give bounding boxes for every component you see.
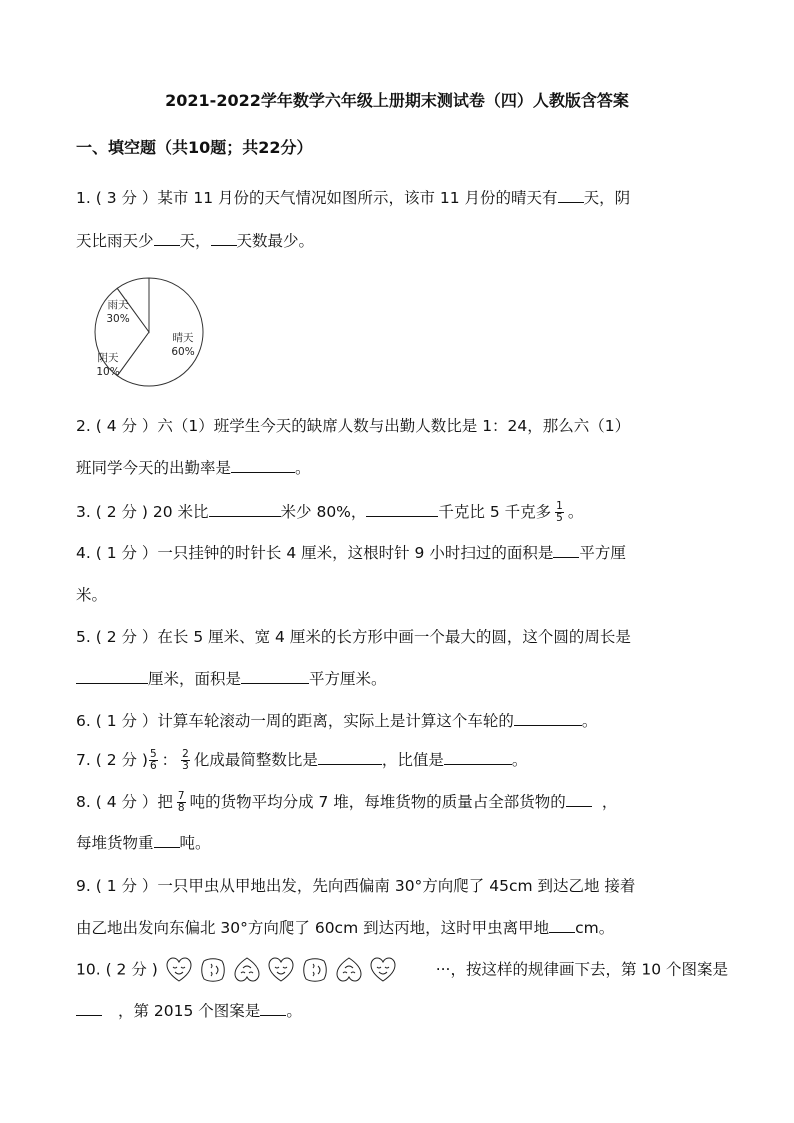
q3-fraction — [555, 501, 564, 524]
q7-fraction-2 — [181, 749, 190, 772]
heart-smile-face-icon — [371, 958, 395, 981]
question-9-line-2 — [76, 916, 614, 938]
q1-text-a: 1. ( 3 分 ）某市 11 月份的天气情况如图所示，该市 11 月份的晴天有 — [76, 189, 558, 207]
question-4-line-2 — [76, 583, 107, 605]
upside-down-face-icon — [235, 958, 259, 981]
q5-blank-2[interactable] — [241, 669, 309, 684]
question-1-line-2 — [76, 229, 314, 251]
question-2-line-2 — [76, 456, 311, 478]
q8-text-e: 吨。 — [179, 834, 211, 852]
q1-text-c: 天比雨天少 — [76, 232, 154, 250]
question-8-line-1 — [76, 790, 617, 814]
q10-blank-1[interactable] — [76, 1001, 102, 1016]
question-8-line-2 — [76, 831, 211, 853]
q9-text-a: 9. ( 1 分 ）一只甲虫从甲地出发，先向西偏南 30°方向爬了 45cm 到达乙地 接着 — [76, 877, 636, 895]
q7-text-d: 。 — [511, 751, 528, 769]
q3-text-b: 米少 80%， — [280, 503, 367, 521]
q4-text-b: 平方厘 — [579, 544, 626, 562]
q6-blank-1[interactable] — [514, 711, 582, 726]
q7-colon: ： — [161, 751, 178, 769]
q1-text-b: 天，阴 — [583, 189, 631, 207]
q10-text-b: ···，按这样的规律画下去，第 10 个图案是 — [435, 960, 729, 979]
q10-text-a: 10. ( 2 分 ) — [76, 960, 158, 979]
heart-smile-face-icon — [167, 958, 191, 981]
q7-fraction-1-numerator: 5 — [149, 748, 157, 760]
page-title: 2021-2022学年数学六年级上册期末测试卷（四）人教版含答案 — [165, 91, 629, 110]
q6-text-a: 6. ( 1 分 ）计算车轮滚动一周的距离，实际上是计算这个车轮的 — [76, 712, 514, 730]
pie-label-2: 阴天 — [97, 352, 119, 364]
question-3-line — [76, 500, 583, 524]
question-6-line — [76, 709, 597, 731]
q9-blank-1[interactable] — [549, 918, 575, 933]
q7-text-b: 化成最简整数比是 — [193, 751, 318, 769]
q1-text-e: 天数最少。 — [236, 232, 315, 250]
q1-text-d: 天， — [179, 232, 211, 250]
section-heading: 一、填空题（共10题；共22分） — [76, 138, 313, 157]
q4-blank-1[interactable] — [553, 543, 579, 558]
q2-text-a: 2. ( 4 分 ）六（1）班学生今天的缺席人数与出勤人数比是 1：24，那么六（1） — [76, 417, 631, 435]
q2-blank-1[interactable] — [231, 458, 295, 473]
q7-text-a: 7. ( 2 分 ) — [76, 751, 148, 769]
q7-blank-2[interactable] — [444, 750, 512, 765]
q10-blank-2[interactable] — [260, 1001, 286, 1016]
q5-blank-1[interactable] — [76, 669, 148, 684]
pie-value-label-1: 30% — [106, 313, 130, 325]
pie-value-label-0: 60% — [171, 346, 195, 358]
q4-text-a: 4. ( 1 分 ）一只挂钟的时针长 4 厘米，这根时针 9 小时扫过的面积是 — [76, 544, 554, 562]
q3-fraction-denominator: 5 — [556, 512, 563, 524]
q4-text-c: 米。 — [76, 586, 108, 604]
q8-text-b: 吨的货物平均分成 7 堆，每堆货物的质量占全部货物的 — [189, 793, 566, 811]
q7-blank-1[interactable] — [318, 750, 382, 765]
q9-text-c: cm。 — [575, 919, 615, 937]
question-2-line-1 — [76, 414, 630, 436]
q5-text-a: 5. ( 2 分 ）在长 5 厘米、宽 4 厘米的长方形中画一个最大的圆，这个圆的周长是 — [76, 628, 631, 646]
sideways-face-icon — [202, 959, 225, 982]
q8-text-c: ， — [601, 793, 618, 811]
question-9-line-1 — [76, 874, 635, 896]
q5-text-b: 厘米，面积是 — [148, 670, 242, 688]
q3-text-c: 千克比 5 千克多 — [438, 503, 552, 521]
q3-blank-2[interactable] — [366, 502, 438, 517]
q8-text-d: 每堆货物重 — [76, 834, 154, 852]
q7-fraction-2-numerator: 2 — [182, 748, 189, 760]
q7-fraction-1-denominator: 6 — [149, 760, 157, 772]
q10-text-d: 。 — [286, 1002, 302, 1020]
question-10-line-1 — [76, 957, 728, 983]
q1-blank-2[interactable] — [154, 231, 180, 246]
q7-fraction-2-denominator: 3 — [182, 760, 189, 772]
q9-text-b: 由乙地出发向东偏北 30°方向爬了 60cm 到达丙地，这时甲虫离甲地 — [76, 919, 550, 937]
q3-text-d: 。 — [567, 503, 584, 521]
question-1-line-1 — [76, 186, 630, 208]
q2-text-b: 班同学今天的出勤率是 — [76, 459, 232, 477]
q2-text-c: 。 — [295, 459, 311, 477]
question-5-line-1 — [76, 625, 631, 647]
face-pattern-icons — [165, 957, 429, 983]
sideways-face-icon — [304, 959, 327, 982]
q8-text-a: 8. ( 4 分 ）把 — [76, 793, 173, 811]
question-5-line-2 — [76, 667, 387, 689]
q3-blank-1[interactable] — [209, 502, 281, 517]
q8-fraction-denominator: 8 — [177, 802, 185, 814]
q1-blank-3[interactable] — [211, 231, 237, 246]
q7-fraction-1 — [149, 749, 158, 772]
q8-fraction — [177, 791, 186, 814]
q10-text-c: ，第 2015 个图案是 — [118, 1002, 261, 1020]
q8-blank-1[interactable] — [566, 792, 592, 807]
q8-blank-2[interactable] — [154, 833, 180, 848]
q3-fraction-numerator: 1 — [556, 500, 563, 512]
question-7-line — [76, 748, 527, 772]
weather-pie-chart — [88, 276, 220, 388]
question-4-line-1 — [76, 541, 626, 563]
pie-label-1: 雨天 — [107, 299, 129, 311]
heart-smile-face-icon — [269, 958, 293, 981]
q5-text-c: 平方厘米。 — [309, 670, 387, 688]
upside-down-face-icon — [337, 958, 361, 981]
q6-text-b: 。 — [581, 712, 598, 730]
question-10-line-2 — [76, 999, 302, 1021]
pie-value-label-2: 10% — [96, 366, 120, 378]
q8-fraction-numerator: 7 — [177, 790, 185, 802]
face-pattern-sequence — [165, 957, 429, 983]
pie-label-0: 晴天 — [172, 332, 194, 344]
q7-text-c: ，比值是 — [381, 751, 444, 769]
q1-blank-1[interactable] — [558, 188, 584, 203]
q3-text-a: 3. ( 2 分 ) 20 米比 — [76, 503, 209, 521]
